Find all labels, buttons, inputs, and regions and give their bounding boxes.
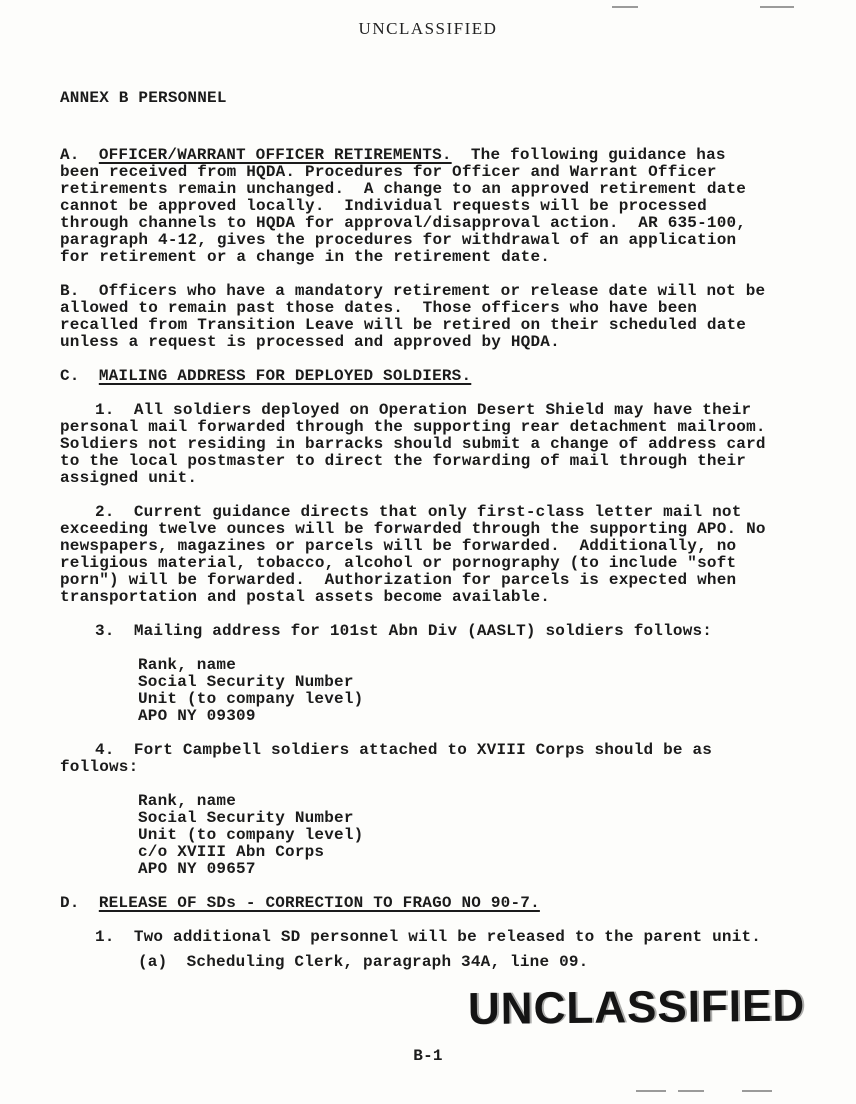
address-line: APO NY 09657 <box>138 860 256 878</box>
section-a-label: A. <box>60 146 80 164</box>
section-d-item-1 <box>60 929 766 946</box>
item-body: Current guidance directs that only first-class letter mail not exceeding twelve ounces will be forwarded through the supporting APO. No newspapers, magazines or parcels will be forwarded. Additionally, no religious material, tobacco, alcohol or pornography (to include "soft porn") will be forwarded. Authorization for parcels is expected when transportation and postal assets become available. <box>60 503 776 606</box>
address-line: Social Security Number <box>138 673 354 691</box>
address-line: Unit (to company level) <box>138 690 364 708</box>
annex-title: ANNEX B PERSONNEL <box>60 89 227 107</box>
classification-stamp: UNCLASSIFIED <box>467 980 806 1035</box>
scan-artifact <box>742 1090 772 1092</box>
section-d-heading: RELEASE OF SDs - CORRECTION TO FRAGO NO 90-7. <box>98 894 540 912</box>
section-d-paragraph <box>60 895 766 912</box>
section-c-item-3 <box>60 623 766 640</box>
scan-artifact <box>760 6 794 8</box>
section-c-label: C. <box>60 367 80 385</box>
address-line: Rank, name <box>138 792 237 810</box>
address-line: Unit (to company level) <box>138 826 364 844</box>
section-a-paragraph <box>60 147 766 266</box>
scan-artifact <box>612 6 638 8</box>
section-c-heading: MAILING ADDRESS FOR DEPLOYED SOLDIERS. <box>98 367 472 385</box>
address-line: Social Security Number <box>138 809 354 827</box>
section-b-label: B. <box>60 282 80 300</box>
item-body: Two additional SD personnel will be released to the parent unit. <box>133 928 762 946</box>
section-b-body: Officers who have a mandatory retirement or release date will not be allowed to remain past those dates. Those officers who have been recalled from Transition Leave will be retired on their scheduled date unless a request is processed and approved by HQDA. <box>60 282 776 351</box>
item-label: 1. <box>95 928 115 946</box>
section-a-heading: OFFICER/WARRANT OFFICER RETIREMENTS. <box>98 146 452 164</box>
item-label: 2. <box>95 503 115 521</box>
subitem-label: (a) <box>138 953 168 971</box>
section-c-item-2 <box>60 503 776 606</box>
page-number: B-1 <box>413 1047 443 1065</box>
item-label: 3. <box>95 622 115 640</box>
address-block-xviii-corps <box>138 793 766 878</box>
address-line: c/o XVIII Abn Corps <box>138 843 325 861</box>
section-d-label: D. <box>60 894 80 912</box>
section-c-item-4 <box>60 742 766 776</box>
item-label: 4. <box>95 741 115 759</box>
section-a-body: The following guidance has been received from HQDA. Procedures for Officer and Warrant Officer retirements remain unchanged. A change to an approved retirement date cannot be approved locally. Individual requests will be processed through channels to HQDA for approval/disapproval action. AR 635-100, paragraph 4-12, gives the procedures for withdrawal of an application for retirement or a change in the retirement date. <box>60 146 756 266</box>
document-body <box>60 89 786 971</box>
scan-artifact <box>636 1090 666 1092</box>
address-block-101st <box>138 657 766 725</box>
subitem-body: Scheduling Clerk, paragraph 34A, line 09. <box>186 953 589 971</box>
address-line: Rank, name <box>138 656 237 674</box>
header-classification: UNCLASSIFIED <box>358 19 498 38</box>
item-label: 1. <box>95 401 115 419</box>
item-body: Fort Campbell soldiers attached to XVIII Corps should be as follows: <box>60 741 722 776</box>
section-b-paragraph <box>60 282 776 351</box>
item-body: Mailing address for 101st Abn Div (AASLT) soldiers follows: <box>133 622 713 640</box>
section-c-paragraph <box>60 368 766 385</box>
scan-artifact <box>678 1090 704 1092</box>
address-line: APO NY 09309 <box>138 707 256 725</box>
section-c-item-1 <box>60 401 786 487</box>
item-body: All soldiers deployed on Operation Desert Shield may have their personal mail forwarded through the supporting rear detachment mailroom. Soldiers not residing in barracks should submit a change of address card to the local postmaster to direct the forwarding of mail through their assigned unit. <box>60 401 786 487</box>
section-d-item-1a <box>60 954 766 971</box>
